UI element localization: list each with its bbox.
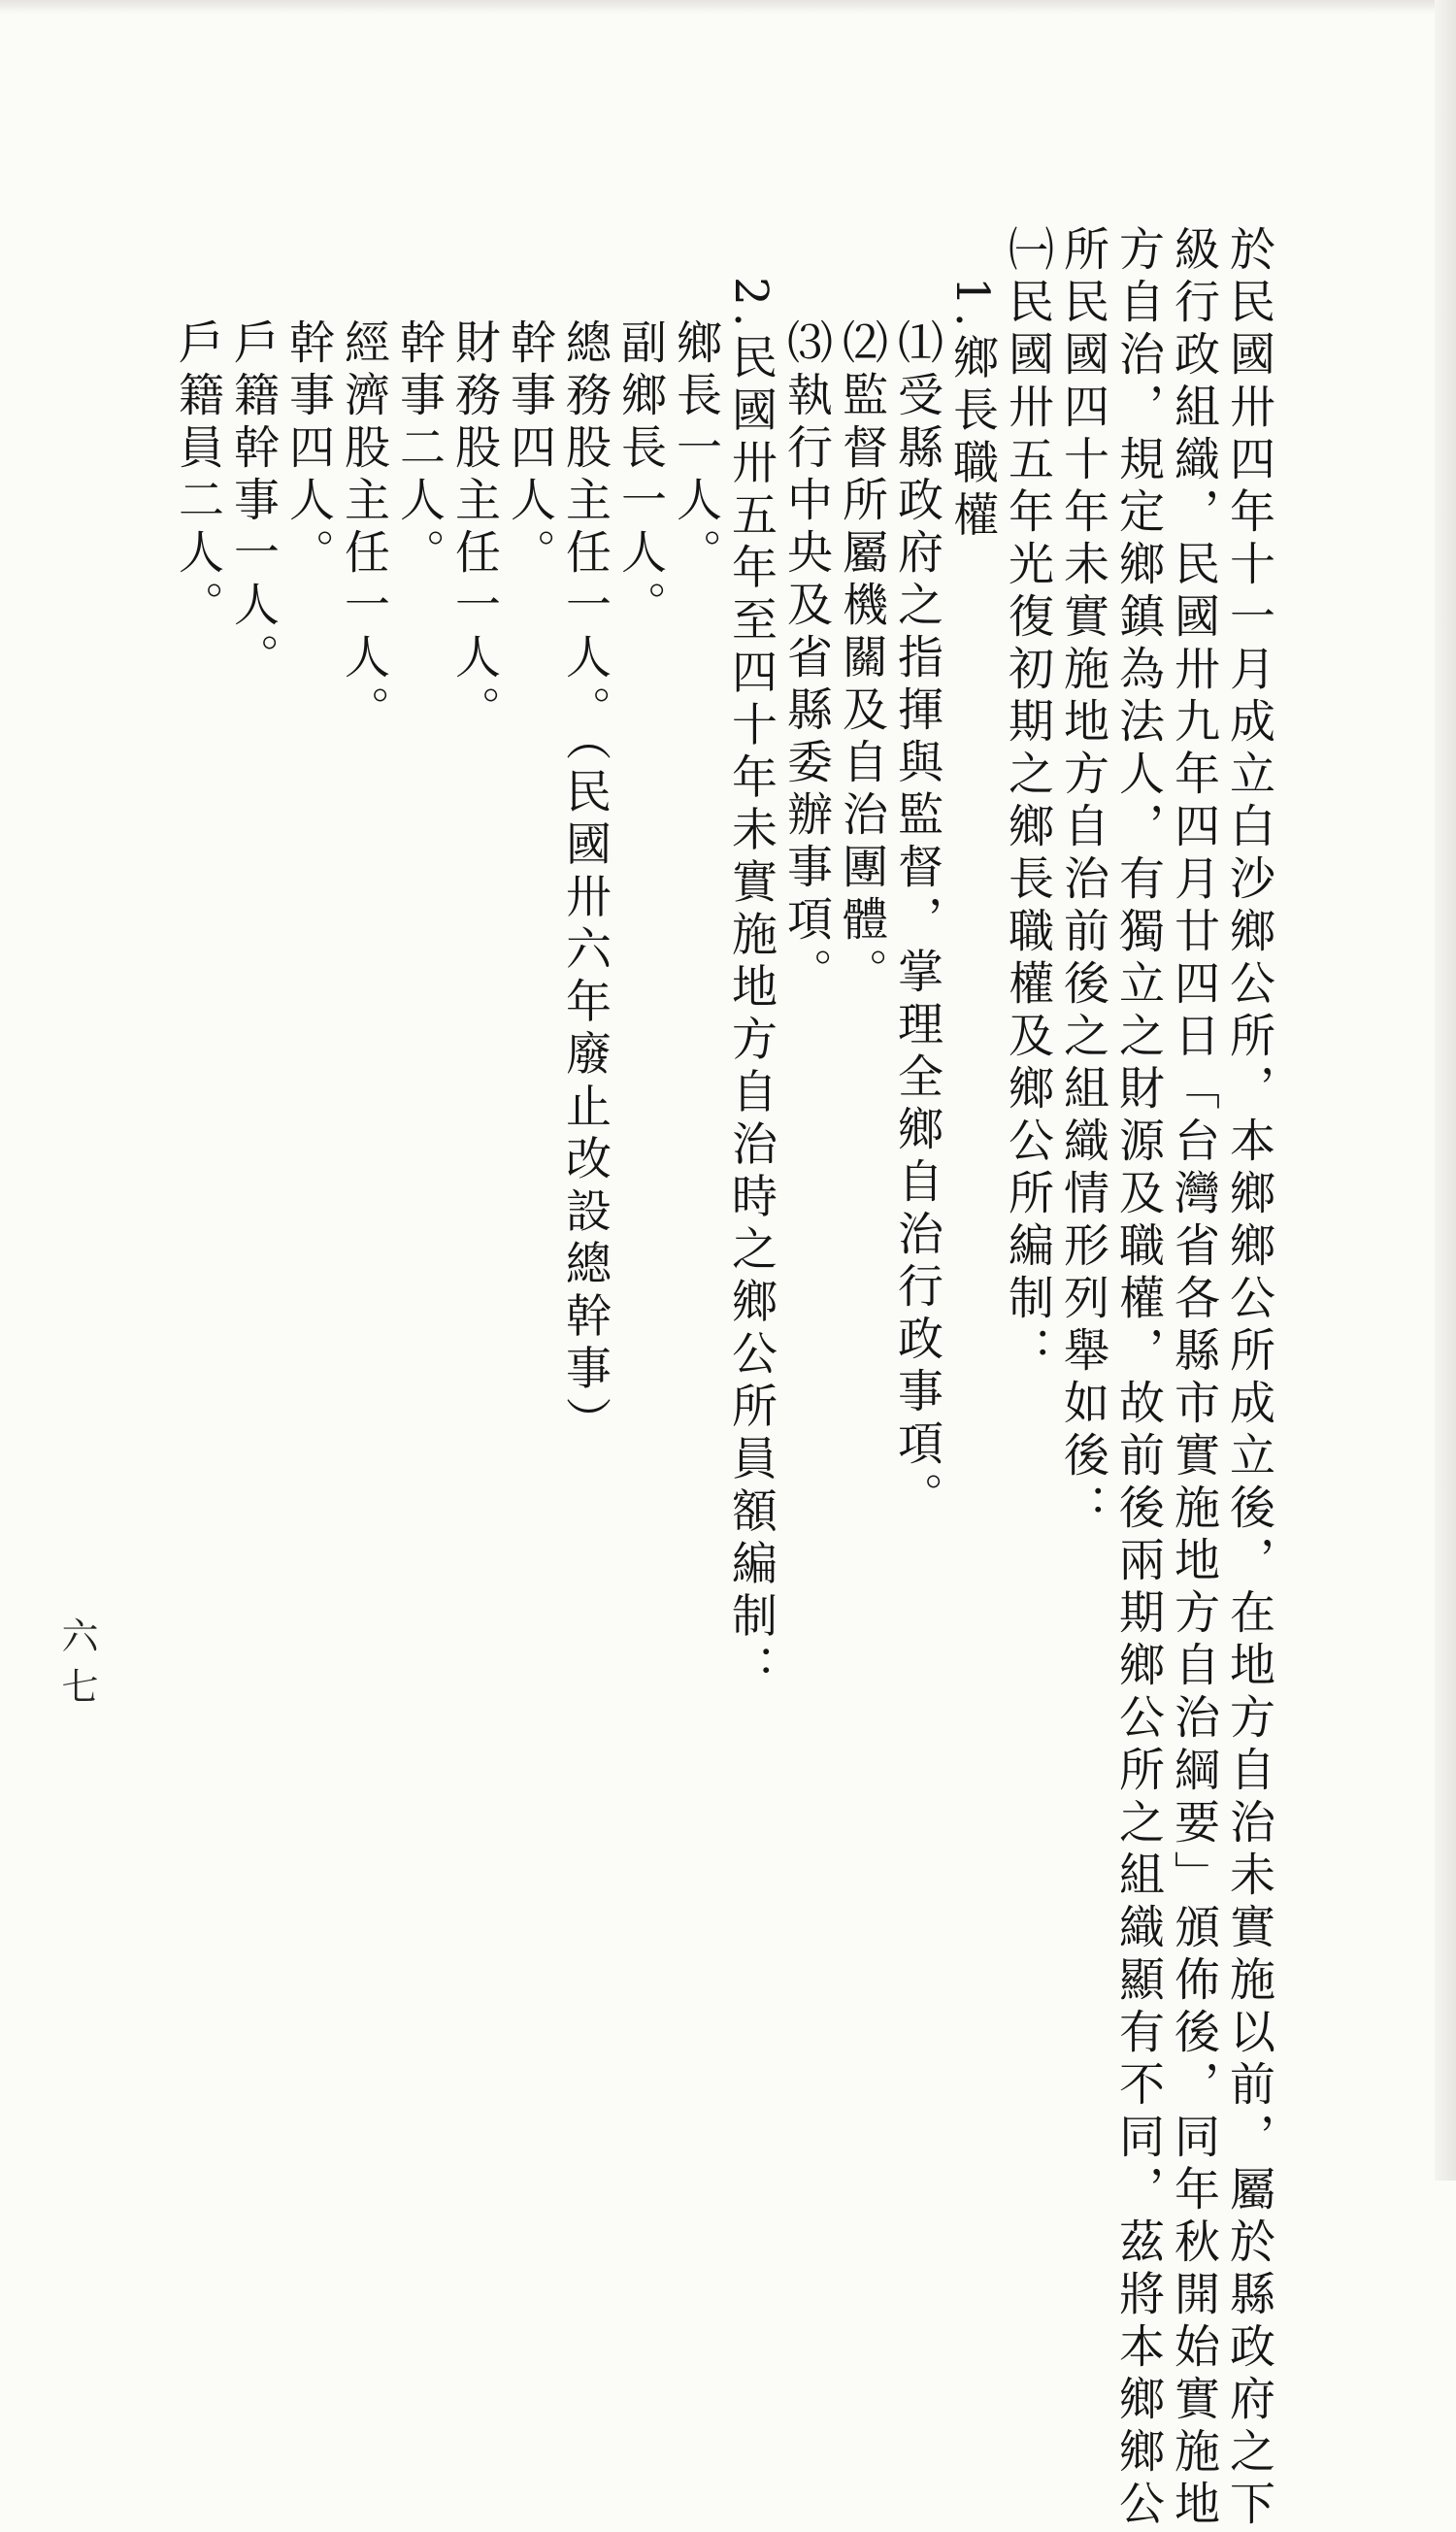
text-column-2: 級行政組織，民國卅九年四月廿四日「台灣省各縣市實施地方自治綱要」頒佈後，同年秋開始實施地 xyxy=(1167,225,1220,2532)
staff-item-2: 副鄉長一人。 xyxy=(613,318,667,633)
text-column-3: 方自治，規定鄉鎮為法人，有獨立之財源及職權，故前後兩期鄉公所之組織顯有不同，茲將本鄉鄉公 xyxy=(1111,225,1165,2532)
list-item-1: ⑴受縣政府之指揮與監督，掌理全鄉自治行政事項。 xyxy=(890,318,943,1524)
page-top-shadow xyxy=(0,0,1456,14)
text-column-4: 所民國四十年未實施地方自治前後之組織情形列舉如後： xyxy=(1056,225,1109,1536)
staff-item-4: 幹事四人。 xyxy=(503,318,556,581)
page-number: 六七 xyxy=(55,1616,98,1717)
section-heading: ㈠民國卅五年光復初期之鄉長職權及鄉公所編制： xyxy=(1001,225,1054,1379)
staff-item-10: 戶籍員二人。 xyxy=(171,318,224,633)
staff-item-6: 幹事二人。 xyxy=(392,318,446,581)
list-item-3: ⑶執行中央及省縣委辦事項。 xyxy=(779,318,833,1000)
staff-item-7: 經濟股主任一人。 xyxy=(337,318,390,738)
staff-item-1: 鄉長一人。 xyxy=(669,318,722,581)
subsection-heading-1: 1.鄉長職權 xyxy=(945,277,999,544)
subsection-heading-2: 2.民國卅五年至四十年未實施地方自治時之鄉公所員額編制： xyxy=(724,277,778,1697)
staff-item-5: 財務股主任一人。 xyxy=(447,318,501,738)
page-edge-shadow xyxy=(1435,0,1456,2181)
list-item-2: ⑵監督所屬機關及自治團體。 xyxy=(835,318,888,1000)
staff-item-9: 戶籍幹事一人。 xyxy=(226,318,280,685)
staff-item-8: 幹事四人。 xyxy=(281,318,335,581)
text-column-1: 於民國卅四年十一月成立白沙鄉公所，本鄉鄉公所成立後，在地方自治未實施以前，屬於縣政府之下 xyxy=(1222,225,1275,2532)
staff-item-3: 總務股主任一人。（民國卅六年廢止改設總幹事） xyxy=(558,318,612,1449)
